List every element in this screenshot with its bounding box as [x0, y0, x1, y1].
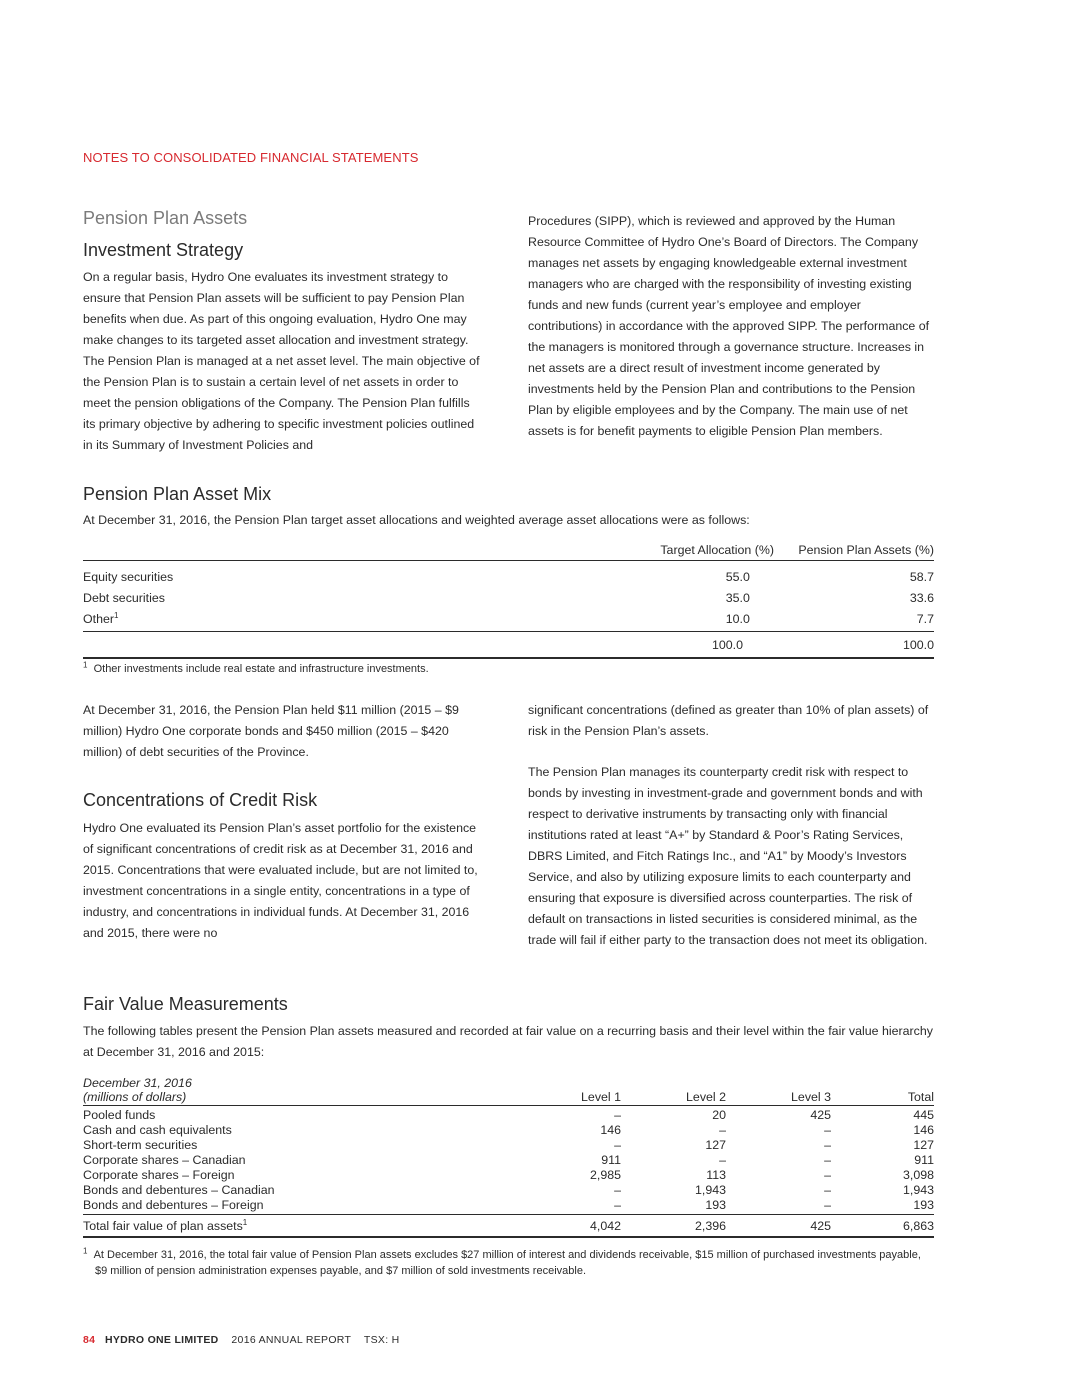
fair-value-table [83, 1076, 934, 1238]
total-value: 911 [914, 1153, 934, 1167]
total-target: 100.0 [711, 638, 743, 652]
total-label-text: Total fair value of plan assets [83, 1219, 243, 1233]
target-value: 35.0 [725, 590, 750, 605]
col-target-allocation: Target Allocation (%) [660, 543, 774, 557]
level-2-value: 127 [705, 1138, 726, 1152]
col-plan-assets: Pension Plan Assets (%) [798, 543, 934, 557]
table-row [83, 1183, 934, 1198]
level-1-value: 2,985 [589, 1168, 621, 1182]
row-label: Debt securities [83, 590, 165, 605]
row-label: Short-term securities [83, 1138, 198, 1152]
level-1-value: – [614, 1108, 621, 1122]
asset-mix-header-row [83, 540, 934, 560]
credit-risk-paragraph-right-2: The Pension Plan manages its counterparty credit risk with respect to bonds by investing in investment-grade and government bonds and with respect to derivative instruments by transacting only with financial institutions rated at least “A+” by Standard & Poor’s Rating Services, DBRS Limited, and Fitch Ratings Inc., and “A1” by Moody’s Investors Service, and also by utilizing exposure limits to each counterparty and ensuring that exposure is diversified across counterparties. The risk of default on transactions in listed securities is considered minimal, as the trade will fail if either party to the transaction does not meet its obligation. [528, 765, 928, 947]
table-row [83, 1153, 934, 1168]
footnote-marker: 1 [242, 1217, 248, 1227]
level-3-value: – [824, 1168, 831, 1182]
table-row [83, 566, 934, 587]
footer-ticker: TSX: H [363, 1334, 400, 1346]
level-1-value: – [614, 1138, 621, 1152]
footnote-text: Other investments include real estate and infrastructure investments. [93, 663, 429, 675]
total-assets: 100.0 [902, 638, 934, 652]
section-label: NOTES TO CONSOLIDATED FINANCIAL STATEMENTS [83, 150, 419, 165]
level-2-value: 113 [706, 1168, 726, 1182]
heading-investment-strategy: Investment Strategy [83, 240, 244, 260]
total-value: 3,098 [902, 1168, 934, 1182]
footer-company: HYDRO ONE LIMITED [104, 1334, 219, 1346]
table-row [83, 1168, 934, 1183]
footer-report: 2016 ANNUAL REPORT [231, 1334, 352, 1346]
total-value: 127 [913, 1138, 934, 1152]
footnote-marker: 1 [83, 660, 88, 670]
row-label: Corporate shares – Foreign [83, 1168, 235, 1182]
table-row [83, 1108, 934, 1123]
asset-mix-footnote [83, 661, 429, 677]
row-label: Equity securities [83, 569, 174, 584]
investment-strategy-paragraph-left: On a regular basis, Hydro One evaluates its investment strategy to ensure that Pension Plan assets will be sufficient to pay Pension Plan benefits when due. As part of this ongoing evaluation, Hydro One may make changes to its targeted asset allocation and investment strategy. The Pension Plan is managed at a net asset level. The main objective of the Pension Plan is to sustain a certain level of net assets in order to meet the pension obligations of the Company. The Pension Plan fulfills its primary objective by adhering to specific investment policies outlined in its Summary of Investment Policies and [83, 270, 480, 452]
fair-value-footnote [83, 1247, 925, 1279]
row-label: Bonds and debentures – Foreign [83, 1198, 264, 1212]
row-label [83, 608, 550, 629]
col-level-3: Level 3 [791, 1090, 831, 1104]
page-footer [83, 1334, 400, 1346]
total-row [83, 1218, 934, 1234]
assets-value: 58.7 [909, 569, 934, 584]
level-1-value: – [614, 1183, 621, 1197]
row-label: Pooled funds [83, 1108, 156, 1122]
fair-value-header-row [83, 1090, 934, 1104]
table-row [83, 608, 934, 629]
level-3-value: – [824, 1183, 831, 1197]
heading-credit-risk: Concentrations of Credit Risk [83, 790, 318, 810]
grand-total: 6,863 [902, 1219, 934, 1233]
heading-fair-value: Fair Value Measurements [83, 994, 288, 1014]
col-level-2: Level 2 [686, 1090, 726, 1104]
footnote-marker: 1 [114, 610, 119, 620]
fair-value-intro: The following tables present the Pension Plan assets measured and recorded at fair value on a recurring basis and their level within the fair value hierarchy at December 31, 2016 and 2015: [83, 1024, 933, 1059]
total-row [83, 637, 934, 653]
table-units: (millions of dollars) [83, 1090, 187, 1104]
table-row [83, 1138, 934, 1153]
investment-strategy-paragraph-right: Procedures (SIPP), which is reviewed and approved by the Human Resource Committee of Hydro One’s Board of Directors. The Company manages net assets by engaging knowledgeable external investment managers who are charged with the responsibility of investing existing funds and new funds (current year’s employee and employer contributions) in accordance with the approved SIPP. The performance of the managers is monitored through a governance structure. Increases in net assets are a direct result of investment income generated by investments held by the Pension Plan and contributions to the Pension Plan by eligible employees and by the Company. The main use of net assets is for benefit payments to eligible Pension Plan members. [528, 214, 930, 438]
credit-risk-paragraph-right-1: significant concentrations (defined as greater than 10% of plan assets) of risk in the Pension Plan’s assets. [528, 703, 929, 738]
level-3-value: – [824, 1138, 831, 1152]
col-level-1: Level 1 [581, 1090, 621, 1104]
level-3-value: – [824, 1153, 831, 1167]
assets-value: 33.6 [909, 590, 934, 605]
row-label [83, 1218, 521, 1234]
level-2-value: 20 [712, 1108, 726, 1122]
level-1-value: 911 [601, 1153, 621, 1167]
row-label: Corporate shares – Canadian [83, 1153, 246, 1167]
level-1-total: 4,042 [589, 1219, 621, 1233]
level-3-value: 425 [810, 1108, 831, 1122]
total-value: 445 [913, 1108, 934, 1122]
level-3-value: – [824, 1198, 831, 1212]
level-1-value: – [614, 1198, 621, 1212]
asset-mix-intro: At December 31, 2016, the Pension Plan target asset allocations and weighted average asset allocations were as follows: [83, 513, 750, 527]
asset-mix-table [83, 540, 934, 659]
assets-value: 7.7 [916, 611, 934, 626]
total-value: 1,943 [902, 1183, 934, 1197]
table-row [83, 1123, 934, 1138]
target-value: 55.0 [725, 569, 750, 584]
level-3-total: 425 [810, 1219, 831, 1233]
level-2-value: – [719, 1153, 726, 1167]
row-label: Cash and cash equivalents [83, 1123, 232, 1137]
heading-asset-mix: Pension Plan Asset Mix [83, 484, 272, 504]
section-title-pension-plan-assets: Pension Plan Assets [83, 208, 248, 228]
col-total: Total [907, 1090, 934, 1104]
level-2-value: 193 [705, 1198, 726, 1212]
holdings-paragraph: At December 31, 2016, the Pension Plan held $11 million (2015 – $9 million) Hydro One corporate bonds and $450 million (2015 – $420 million) of debt securities of the Province. [83, 703, 459, 759]
total-value: 146 [913, 1123, 934, 1137]
total-value: 193 [913, 1198, 934, 1212]
row-label-text: Other [83, 611, 114, 626]
table-date: December 31, 2016 [83, 1076, 192, 1090]
page-number: 84 [83, 1334, 96, 1346]
table-row [83, 587, 934, 608]
level-3-value: – [824, 1123, 831, 1137]
level-2-value: 1,943 [694, 1183, 726, 1197]
footnote-text: At December 31, 2016, the total fair value of Pension Plan assets excludes $27 million of interest and dividends receivable, $15 million of purchased investments payable, $9 million of pension administration expenses payable, and $7 million of sold investments receivable. [93, 1249, 921, 1277]
level-2-value: – [719, 1123, 726, 1137]
row-label: Bonds and debentures – Canadian [83, 1183, 275, 1197]
table-row [83, 1198, 934, 1213]
footnote-marker: 1 [83, 1246, 88, 1256]
level-1-value: 146 [600, 1123, 621, 1137]
level-2-total: 2,396 [694, 1219, 726, 1233]
target-value: 10.0 [725, 611, 750, 626]
credit-risk-paragraph-left: Hydro One evaluated its Pension Plan’s asset portfolio for the existence of significant concentrations of credit risk as at December 31, 2016 and 2015. Concentrations that were evaluated include, but are not limited to, investment concentrations in a single entity, concentrations in a type of industry, and concentrations in individual funds. At December 31, 2016 and 2015, there were no [83, 821, 478, 940]
